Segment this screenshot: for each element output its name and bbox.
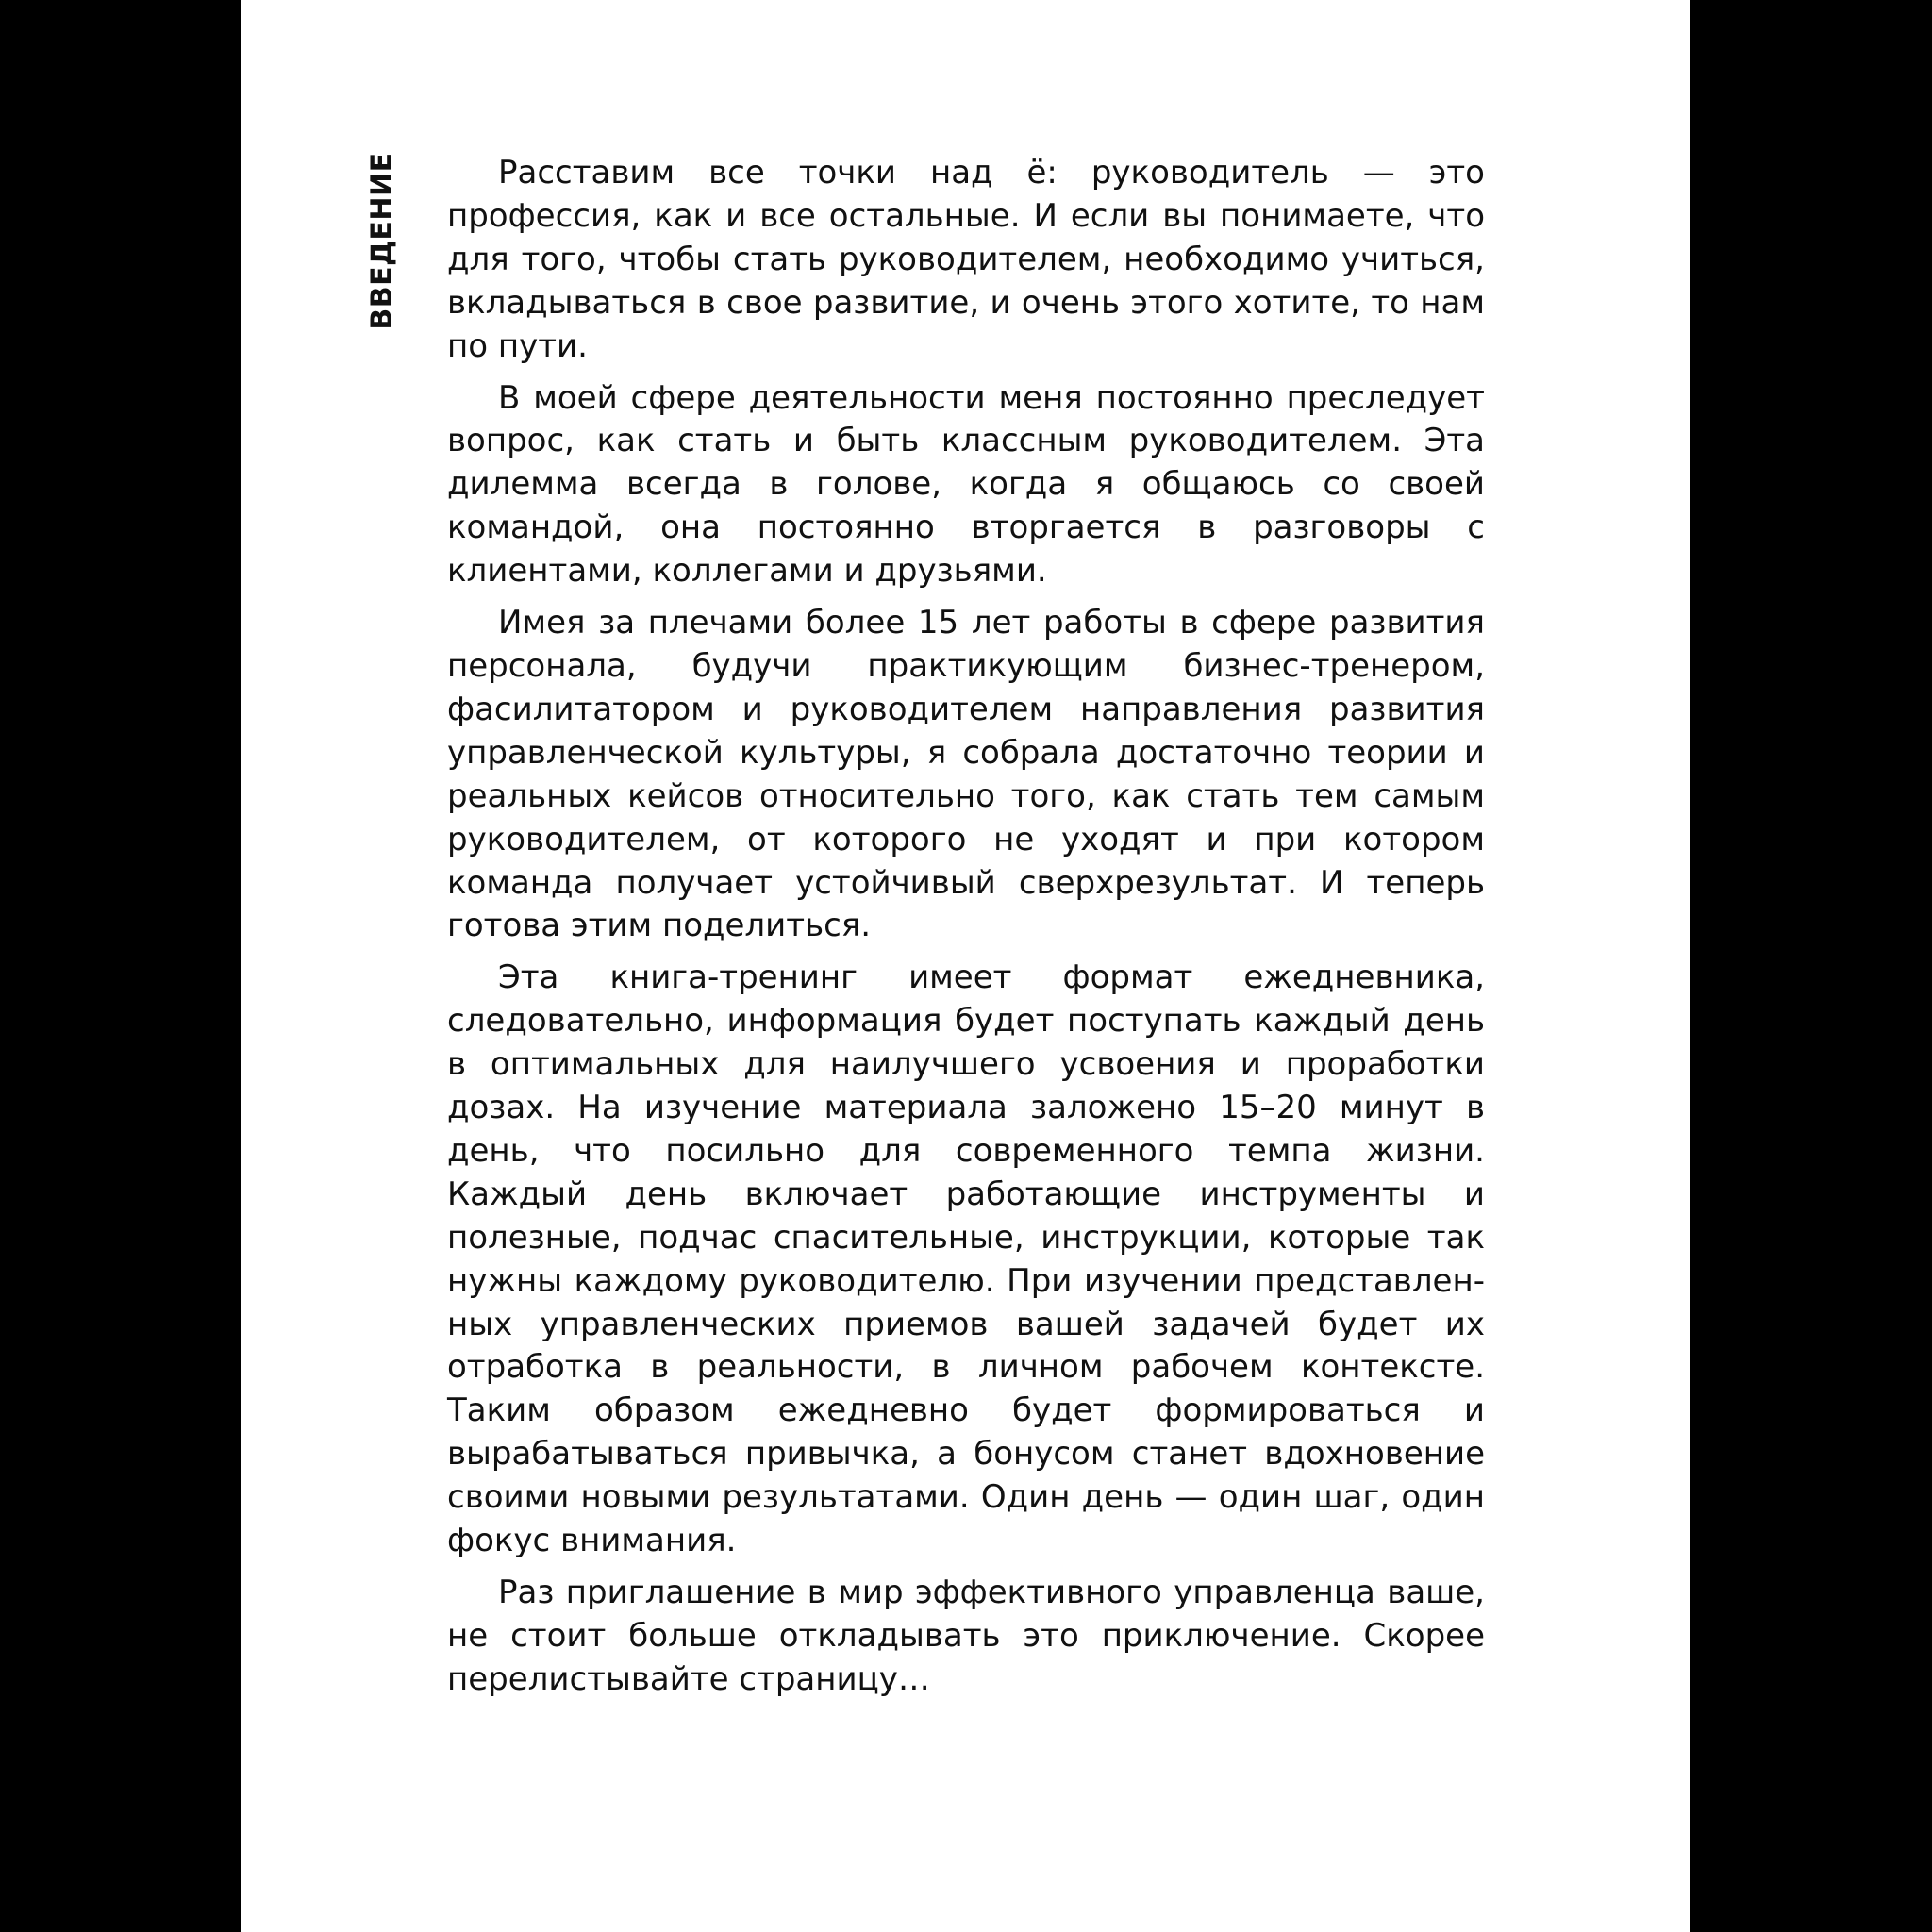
paragraph-5: Раз приглашение в мир эффективного управленца ваше, не стоит больше откладывать это приключение. Скорее перелистывайте страницу… <box>447 1574 1485 1698</box>
running-head <box>361 151 403 330</box>
paragraph-2: В моей сфере деятельности меня постоянно преследует вопрос, как стать и быть классным руководителем. Эта дилемма всегда в голове, когда я общаюсь со своей командой, она постоянно вторгается в разговоры с клиентами, коллегами и друзьями. <box>447 378 1485 591</box>
paragraph-3: Имея за плечами более 15 лет работы в сфере развития персонала, будучи практикующим бизнес-тренером, фасилитатором и руководителем направления развития управленческой культуры, я собрала достаточно теории и реальных кейсов относительно того, как стать тем самым руководителем, от которого не уходят и при котором команда получает устойчивый сверхрезультат. И теперь готова этим поделиться. <box>447 604 1485 945</box>
paragraph-4: Эта книга-тренинг имеет формат ежедневника, следовательно, информация будет поступать каждый день в оптимальных для наилучшего усвоения и проработки дозах. На изучение материала заложено 15–20 минут в день, что посильно для современного темпа жизни. Каждый день включает работающие инструменты и полезные, подчас спасительные, инструкции, которые так нужны каждому руководителю. При изучении представленных управленческих приемов вашей задачей будет их отработка в реальности, в личном рабочем контексте. Таким образом ежедневно будет формироваться и вырабатываться привычка, а бонусом станет вдохновение своими новыми результатами. Один день — один шаг, один фокус внимания. <box>447 958 1485 1560</box>
running-head-label: ВВЕДЕНИЕ <box>365 151 399 330</box>
paragraph-1: Расставим все точки над ё: руководитель — это профессия, как и все остальные. И если вы понимаете, что для того, чтобы стать руководителем, необходимо учиться, вкладываться в свое развитие, и очень этого хотите, то нам по пути. <box>447 154 1485 365</box>
body-text <box>447 152 1485 1702</box>
